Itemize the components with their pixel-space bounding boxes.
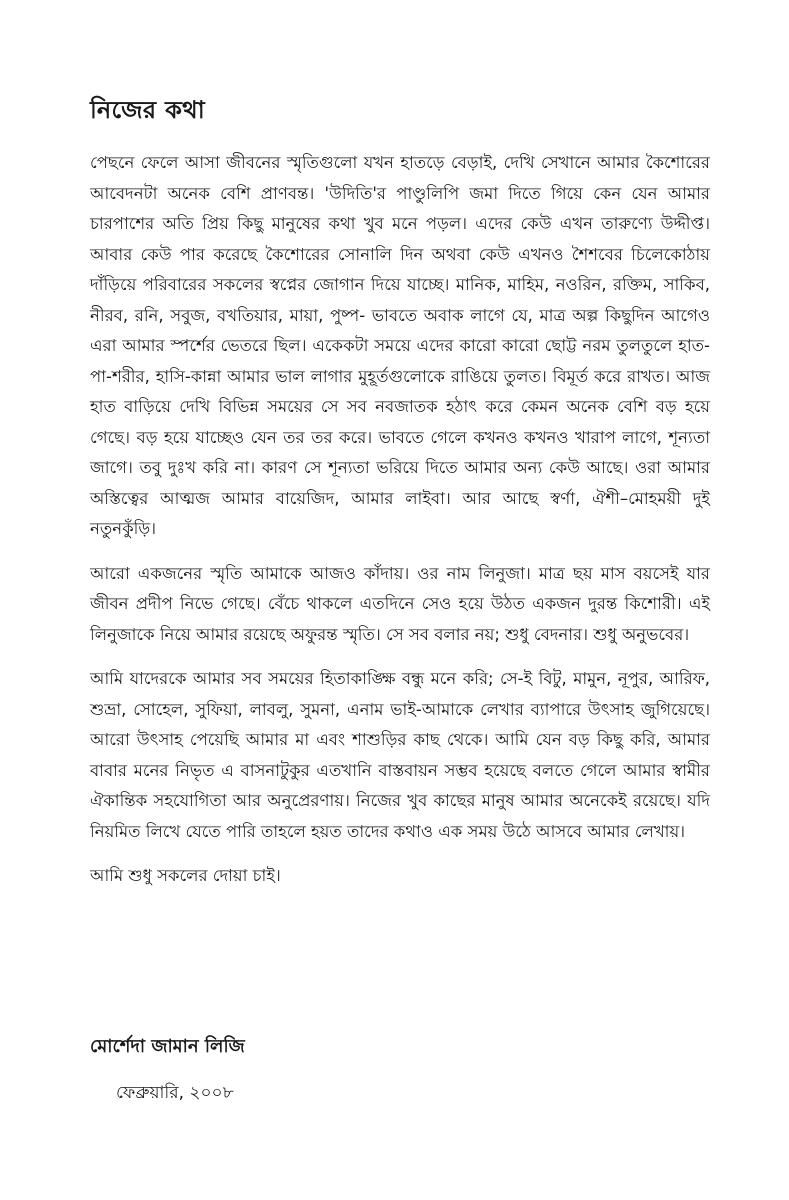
author-signature: মোর্শেদা জামান লিজি	[90, 1036, 245, 1057]
paragraph-closing-prayer: আমি শুধু সকলের দোয়া চাই।	[90, 866, 281, 885]
body-text	[90, 148, 710, 906]
date-line: ফেব্রুয়ারি, ২০০৮	[116, 1083, 234, 1103]
page-title: নিজের কথা	[90, 96, 205, 124]
paragraph-childhood-memories: পেছনে ফেলে আসা জীবনের স্মৃতিগুলো যখন হাতড়ে বেড়াই, দেখি সেখানে আমার কৈশোরের আবেদনটা অনেক বেশি প্রাণবন্ত। 'উদিতি'র পাণ্ডুলিপি জমা দিতে গিয়ে কেন যেন আমার চারপাশের অতি প্রিয় কিছু মানুষের কথা খুব মনে পড়ল। এদের কেউ এখন তারুণ্যে উদ্দীপ্ত। আবার কেউ পার করেছে কৈশোরের সোনালি দিন অথবা কেউ এখনও শৈশবের চিলেকোঠায় দাঁড়িয়ে পরিবারের সকলের স্বপ্নের জোগান দিয়ে যাচ্ছে। মানিক, মাহিম, নওরিন, রক্তিম, সাকিব, নীরব, রনি, সবুজ, বখতিয়ার, মায়া, পুষ্প- ভাবতে অবাক লাগে যে, মাত্র অল্প কিছুদিন আগেও এরা আমার স্পর্শের ভেতরে ছিল। একেকটা সময়ে এদের কারো কারো ছোট্ট নরম তুলতুলে হাত-পা-শরীর, হাসি-কান্না আমার ভাল লাগার মুহূর্তগুলোকে রাঙিয়ে তুলত। বিমূর্ত করে রাখত। আজ হাত বাড়িয়ে দেখি বিভিন্ন সময়ের সে সব নবজাতক হঠাৎ করে কেমন অনেক বেশি বড় হয়ে গেছে। বড় হয়ে যাচ্ছেও যেন তর তর করে। ভাবতে গেলে কখনও কখনও খারাপ লাগে, শূন্যতা জাগে। তবু দুঃখ করি না। কারণ সে শূন্যতা ভরিয়ে দিতে আমার অন্য কেউ আছে। ওরা আমার অস্তিত্বের আত্মজ আমার বায়েজিদ, আমার লাইবা। আর আছে স্বর্ণা, ঐশী–মোহময়ী দুই নতুনকুঁড়ি।	[90, 153, 710, 538]
paragraph-linuza-memory: আরো একজনের স্মৃতি আমাকে আজও কাঁদায়। ওর নাম লিনুজা। মাত্র ছয় মাস বয়সেই যার জীবন প্রদীপ নিভে গেছে। বেঁচে থাকলে এতদিনে সেও হয়ে উঠত একজন দুরন্ত কিশোরী। এই লিনুজাকে নিয়ে আমার রয়েছে অফুরন্ত স্মৃতি। সে সব বলার নয়; শুধু বেদনার। শুধু অনুভবের।	[90, 563, 710, 644]
paragraph-acknowledgements: আমি যাদেরকে আমার সব সময়ের হিতাকাঙ্ক্ষি বন্ধু মনে করি; সে-ই বিটু, মামুন, নূপুর, আরিফ, শুভ্রা, সোহেল, সুফিয়া, লাবলু, সুমনা, এনাম ভাই-আমাকে লেখার ব্যাপারে উৎসাহ জুগিয়েছে। আরো উৎসাহ পেয়েছি আমার মা এবং শাশুড়ির কাছ থেকে। আমি যেন বড় কিছু করি, আমার বাবার মনের নিভৃত এ বাসনাটুকুর এতখানি বাস্তবায়ন সম্ভব হয়েছে বলতে গেলে আমার স্বামীর ঐকান্তিক সহযোগিতা আর অনুপ্রেরণায়। নিজের খুব কাছের মানুষ আমার অনেকেই রয়েছে। যদি নিয়মিত লিখে যেতে পারি তাহলে হয়ত তাদের কথাও এক সময় উঠে আসবে আমার লেখায়।	[90, 669, 710, 841]
